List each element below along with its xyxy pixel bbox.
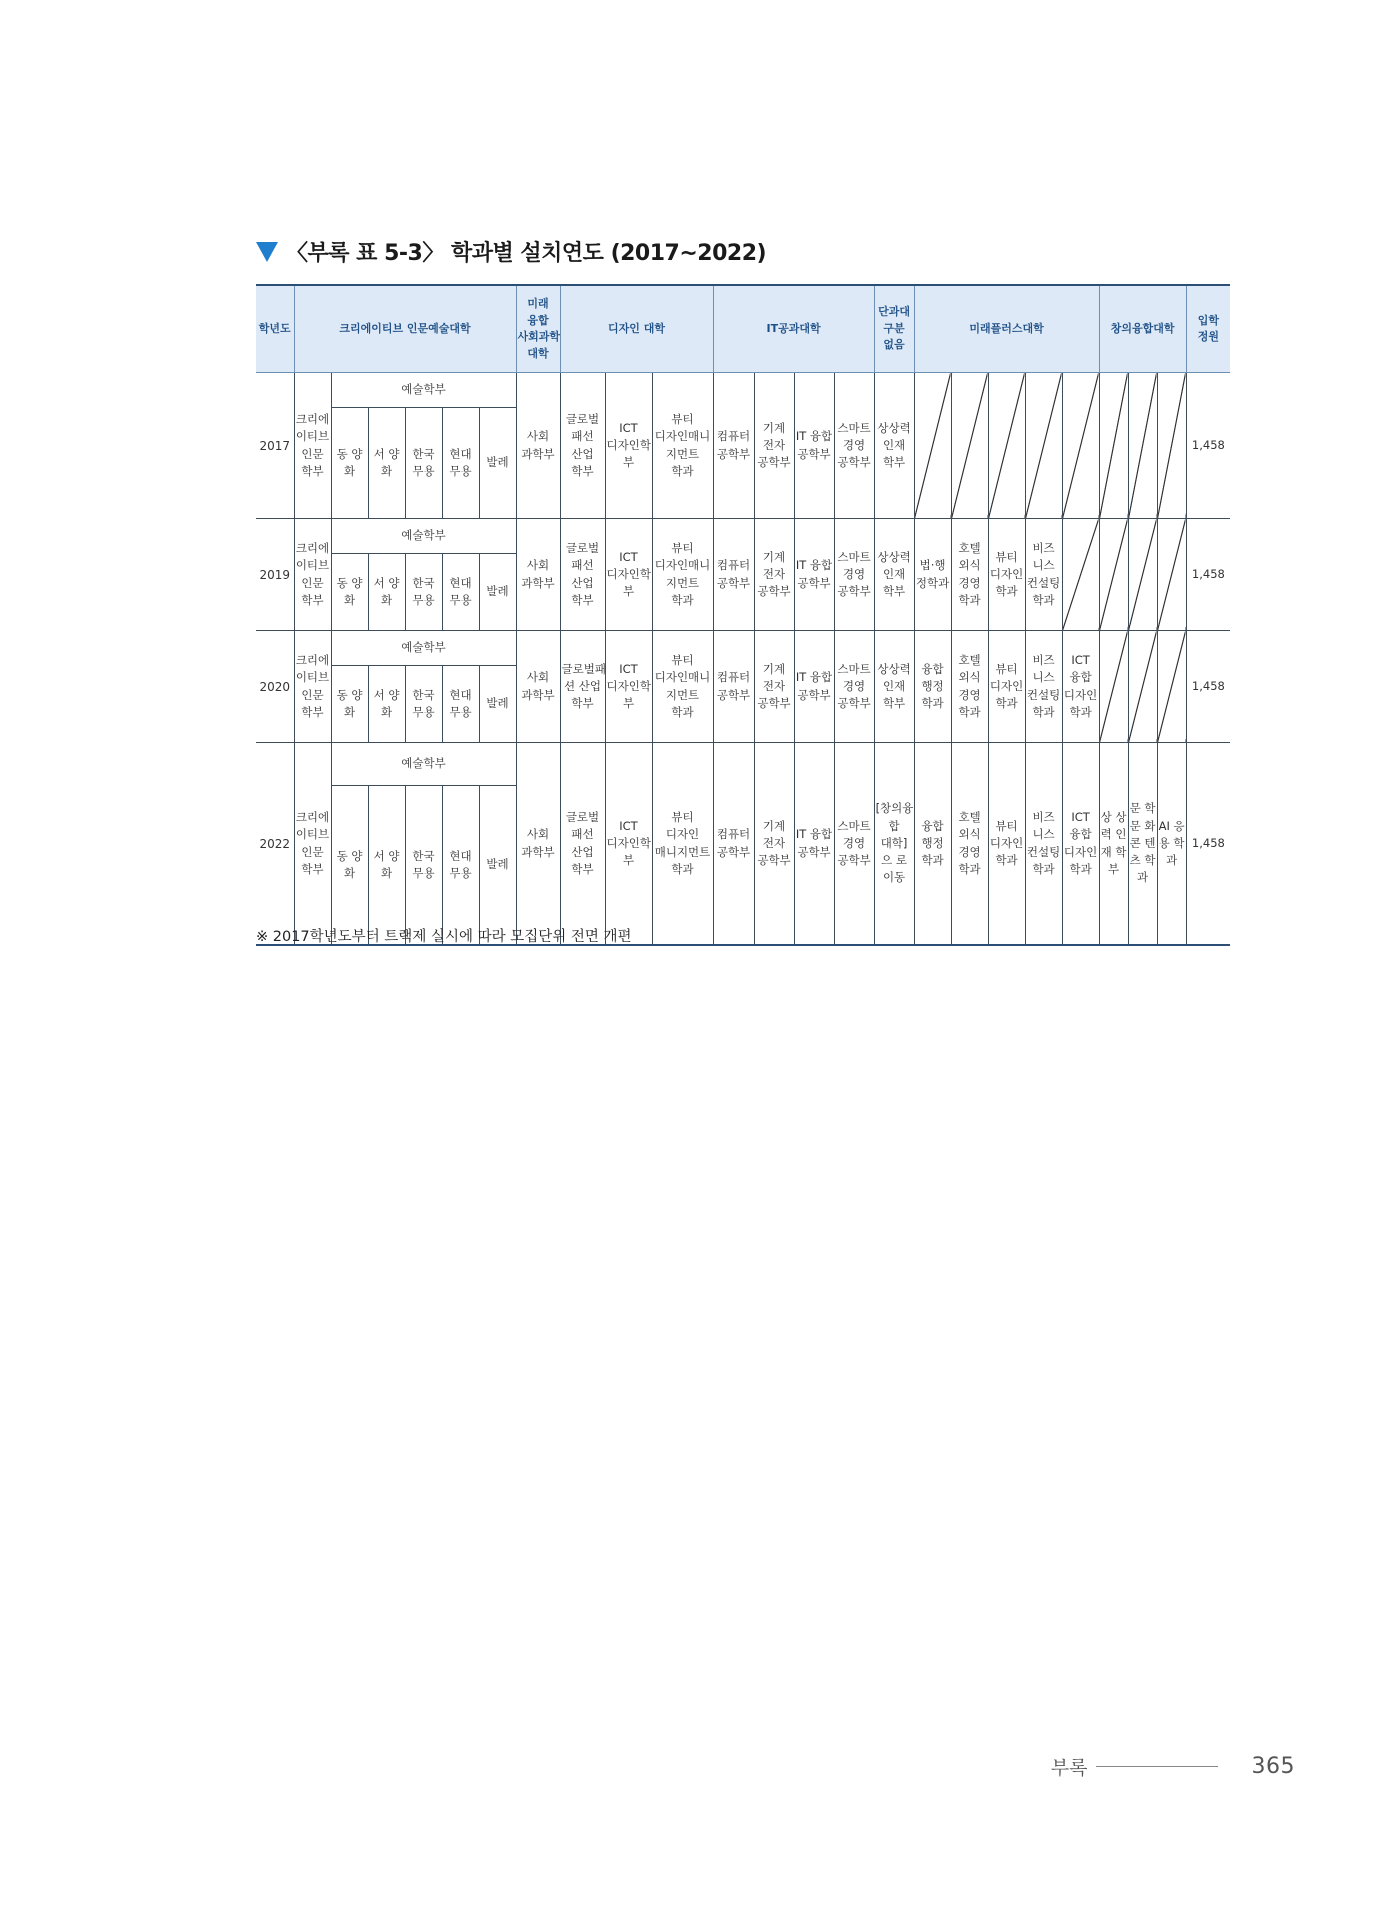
- cell-hotel: 호텔 외식 경영 학과: [951, 519, 988, 631]
- cell-ict-conv: ICT 융합 디자인 학과: [1062, 743, 1099, 946]
- cell-western: 서 양 화: [368, 408, 405, 519]
- header-year: 학년도: [256, 285, 294, 373]
- cell-korean-dance: 한국 무용: [405, 786, 442, 946]
- table-title: 〈부록 표 5-3〉 학과별 설치연도 (2017~2022): [286, 240, 767, 266]
- empty-slash-cell: [1099, 519, 1128, 631]
- cell-social: 사회 과학부: [516, 373, 560, 519]
- cell-quota: 1,458: [1186, 373, 1230, 519]
- header-changui: 창의융합대학: [1099, 285, 1186, 373]
- cell-eastern: 동 양 화: [331, 408, 368, 519]
- cell-smart: 스마트 경영 공학부: [834, 743, 874, 946]
- cell-ict-design: ICT 디자인학 부: [605, 743, 652, 946]
- table-note: ※ 2017학년도부터 트랙제 실시에 따라 모집단위 전면 개편: [256, 929, 632, 945]
- cell-beauty: 뷰티 디자인매니 지먼트 학과: [652, 519, 713, 631]
- cell-conv-admin: 융합 행정 학과: [914, 743, 951, 946]
- cell-mech: 기계 전자 공학부: [754, 743, 794, 946]
- empty-slash-cell: [1128, 373, 1157, 519]
- cell-smart: 스마트 경영 공학부: [834, 631, 874, 743]
- header-creative: 크리에이티브 인문예술대학: [294, 285, 516, 373]
- cell-it-conv: IT 융합 공학부: [794, 743, 834, 946]
- empty-slash-cell: [1128, 519, 1157, 631]
- cell-eastern: 동 양 화: [331, 786, 368, 946]
- table-row: [256, 631, 1230, 666]
- cell-western: 서 양 화: [368, 786, 405, 946]
- cell-sangsang: 상상력 인재 학부: [874, 631, 914, 743]
- page-footer: [1051, 1753, 1295, 1780]
- cell-fashion: 글로벌 패선 산업 학부: [560, 743, 605, 946]
- cell-mech: 기계 전자 공학부: [754, 631, 794, 743]
- cell-western: 서 양 화: [368, 666, 405, 743]
- table-title-row: [256, 234, 766, 268]
- cell-beauty-design: 뷰티 디자인 학과: [988, 743, 1025, 946]
- cell-beauty: 뷰티 디자인매니 지먼트 학과: [652, 373, 713, 519]
- cell-modern-dance: 현대 무용: [442, 666, 479, 743]
- empty-slash-cell: [1157, 631, 1186, 743]
- cell-korean-dance: 한국 무용: [405, 666, 442, 743]
- cell-sangsang-moved: [창의융 합 대학]으 로 이동: [874, 743, 914, 946]
- header-quota: 입학 정원: [1186, 285, 1230, 373]
- cell-computer: 컴퓨터 공학부: [713, 373, 754, 519]
- cell-creative-school: 크리에 이티브 인문 학부: [294, 743, 331, 946]
- cell-beauty-design: 뷰티 디자인 학과: [988, 519, 1025, 631]
- footer-divider: [1096, 1766, 1218, 1767]
- cell-social: 사회 과학부: [516, 519, 560, 631]
- cell-ai: AI 응 용 학 과: [1157, 743, 1186, 946]
- header-no-college: 단과대 구분 없음: [874, 285, 914, 373]
- year-2020: 2020: [256, 631, 294, 743]
- cell-mech: 기계 전자 공학부: [754, 519, 794, 631]
- page-number: 365: [1251, 1754, 1295, 1779]
- empty-slash-cell: [1062, 519, 1099, 631]
- cell-ballet: 발레: [479, 666, 516, 743]
- empty-slash-cell: [1099, 631, 1128, 743]
- cell-korean-dance: 한국 무용: [405, 554, 442, 631]
- cell-ballet: 발레: [479, 786, 516, 946]
- cell-smart: 스마트 경영 공학부: [834, 519, 874, 631]
- cell-beauty: 뷰티 디자인매니 지먼트 학과: [652, 631, 713, 743]
- cell-culture: 문 학 문 화 콘 텐 츠 학 과: [1128, 743, 1157, 946]
- cell-creative-school: 크리에 이티브 인문 학부: [294, 519, 331, 631]
- cell-quota: 1,458: [1186, 631, 1230, 743]
- cell-computer: 컴퓨터 공학부: [713, 519, 754, 631]
- cell-fashion: 글로벌패 션 산업 학부: [560, 631, 605, 743]
- table-row: [256, 519, 1230, 554]
- cell-modern-dance: 현대 무용: [442, 408, 479, 519]
- cell-ballet: 발레: [479, 554, 516, 631]
- cell-ict-design: ICT 디자인학 부: [605, 373, 652, 519]
- cell-quota: 1,458: [1186, 519, 1230, 631]
- cell-it-conv: IT 융합 공학부: [794, 373, 834, 519]
- year-2022: 2022: [256, 743, 294, 946]
- cell-sangsang: 상상력 인재 학부: [874, 373, 914, 519]
- cell-korean-dance: 한국 무용: [405, 408, 442, 519]
- cell-sangsang-talent: 상 상 력 인 재 학 부: [1099, 743, 1128, 946]
- cell-conv-admin: 융합 행정 학과: [914, 631, 951, 743]
- cell-modern-dance: 현대 무용: [442, 554, 479, 631]
- cell-it-conv: IT 융합 공학부: [794, 631, 834, 743]
- cell-sangsang: 상상력 인재 학부: [874, 519, 914, 631]
- empty-slash-cell: [1157, 519, 1186, 631]
- cell-hotel: 호텔 외식 경영 학과: [951, 631, 988, 743]
- cell-eastern: 동 양 화: [331, 666, 368, 743]
- cell-beauty: 뷰티 디자인 매니지먼트 학과: [652, 743, 713, 946]
- cell-it-conv: IT 융합 공학부: [794, 519, 834, 631]
- triangle-down-icon: [256, 242, 278, 262]
- cell-arts-school: 예술학부: [331, 519, 516, 554]
- footer-section-label: 부록: [1050, 1757, 1088, 1779]
- cell-social: 사회 과학부: [516, 631, 560, 743]
- cell-social: 사회 과학부: [516, 743, 560, 946]
- department-table: [256, 284, 1230, 946]
- cell-ict-conv: ICT 융합 디자인 학과: [1062, 631, 1099, 743]
- cell-quota: 1,458: [1186, 743, 1230, 946]
- cell-eastern: 동 양 화: [331, 554, 368, 631]
- header-row: [256, 285, 1230, 373]
- cell-arts-school: 예술학부: [331, 373, 516, 408]
- header-future: 미래 융합 사회과학 대학: [516, 285, 560, 373]
- empty-slash-cell: [988, 373, 1025, 519]
- cell-beauty-design: 뷰티 디자인 학과: [988, 631, 1025, 743]
- cell-computer: 컴퓨터 공학부: [713, 631, 754, 743]
- empty-slash-cell: [1025, 373, 1062, 519]
- cell-biz: 비즈 니스 컨설팅 학과: [1025, 743, 1062, 946]
- cell-biz: 비즈 니스 컨설팅 학과: [1025, 519, 1062, 631]
- table-row: [256, 373, 1230, 408]
- cell-fashion: 글로벌 패선 산업 학부: [560, 519, 605, 631]
- cell-modern-dance: 현대 무용: [442, 786, 479, 946]
- year-2017: 2017: [256, 373, 294, 519]
- cell-hotel: 호텔 외식 경영 학과: [951, 743, 988, 946]
- cell-creative-school: 크리에 이티브 인문 학부: [294, 631, 331, 743]
- cell-ict-design: ICT 디자인학 부: [605, 631, 652, 743]
- cell-mech: 기계 전자 공학부: [754, 373, 794, 519]
- year-2019: 2019: [256, 519, 294, 631]
- empty-slash-cell: [1157, 373, 1186, 519]
- header-design: 디자인 대학: [560, 285, 713, 373]
- cell-fashion: 글로벌 패선 산업 학부: [560, 373, 605, 519]
- empty-slash-cell: [1128, 631, 1157, 743]
- cell-arts-school: 예술학부: [331, 631, 516, 666]
- cell-western: 서 양 화: [368, 554, 405, 631]
- cell-biz: 비즈 니스 컨설팅 학과: [1025, 631, 1062, 743]
- cell-computer: 컴퓨터 공학부: [713, 743, 754, 946]
- cell-ballet: 발레: [479, 408, 516, 519]
- cell-creative-school: 크리에 이티브 인문 학부: [294, 373, 331, 519]
- cell-law: 법·행 정학과: [914, 519, 951, 631]
- empty-slash-cell: [951, 373, 988, 519]
- empty-slash-cell: [1099, 373, 1128, 519]
- header-miraeplus: 미래플러스대학: [914, 285, 1099, 373]
- cell-arts-school: 예술학부: [331, 743, 516, 786]
- cell-smart: 스마트 경영 공학부: [834, 373, 874, 519]
- empty-slash-cell: [914, 373, 951, 519]
- header-it: IT공과대학: [713, 285, 874, 373]
- empty-slash-cell: [1062, 373, 1099, 519]
- table-row: [256, 743, 1230, 786]
- cell-ict-design: ICT 디자인학 부: [605, 519, 652, 631]
